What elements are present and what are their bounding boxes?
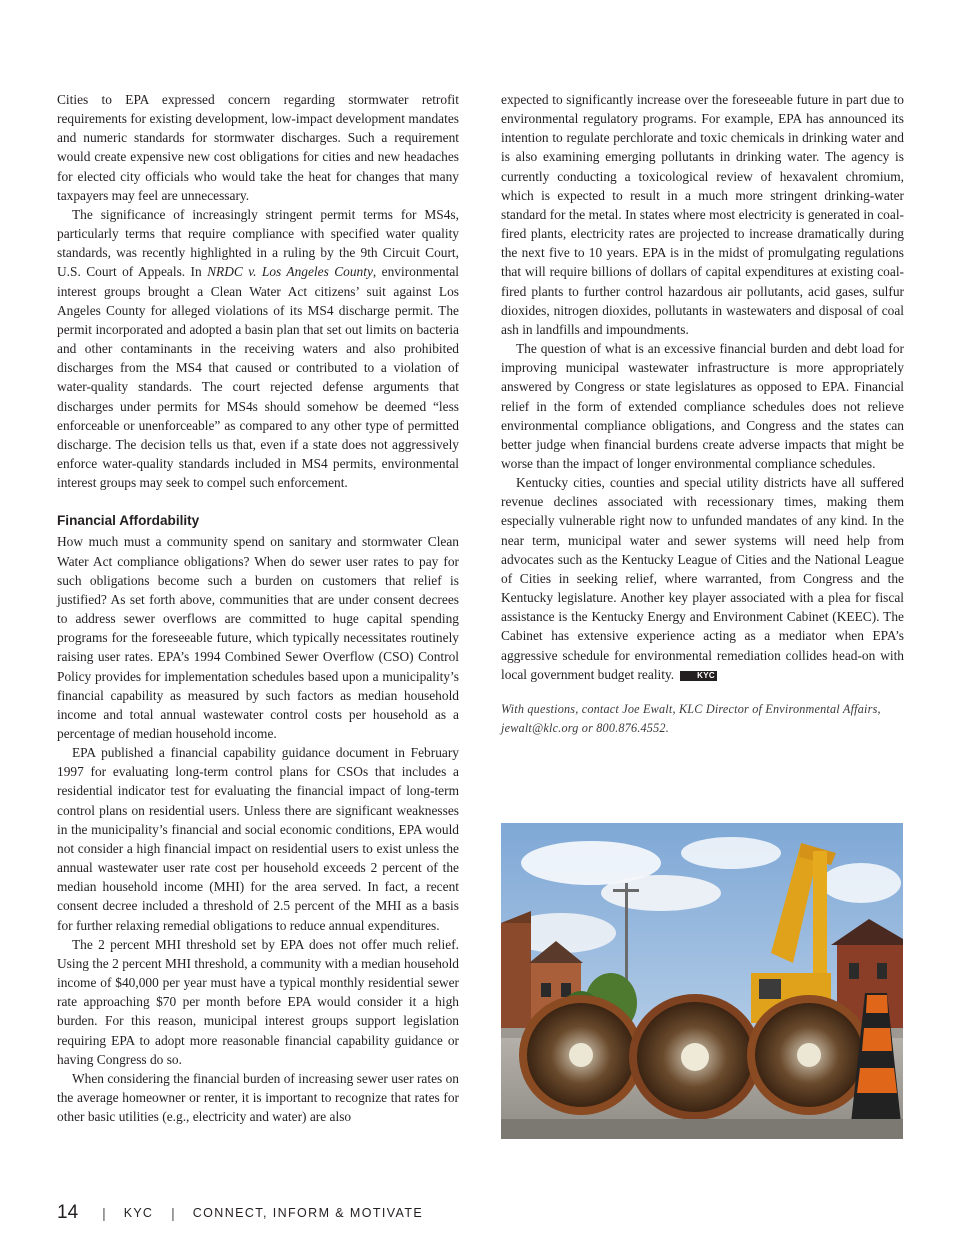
section-heading: Financial Affordability — [57, 513, 200, 529]
construction-pipes-photo — [501, 823, 903, 1139]
end-mark-logo: KYC — [680, 671, 717, 681]
paragraph: expected to significantly increase over the foreseeable future in part due to environmental regulatory programs. For example, EPA has announced its intention to regulate perchlorate and toxic chemicals in drinking water and is also examining emerging pollutants in drinking water. The agency is currently conducting a toxicological review of hexavalent chromium, which is expected to result in a much more stringent drinking-water standard for the metal. In states where most electricity is generated in coal-fired plants, electricity rates are projected to increase dramatically during the next five to 10 years. EPA is in the midst of promulgating regulations that will require billions of dollars of capital expenditures at existing coal-fired plants to further control hazardous air pollutants, acid gases, sulfur dioxides, nitrogen dioxides, pollutants in wastewaters and disposal of coal ash in landfills and impoundments. — [501, 92, 904, 337]
footer-separator: | — [102, 1205, 106, 1221]
paragraph — [501, 473, 904, 684]
right-text-column — [501, 90, 904, 738]
page-number: 14 — [57, 1202, 79, 1223]
contact-note: With questions, contact Joe Ewalt, KLC Director of Environmental Affairs, jewalt@klc.org or 800.876.4552. — [501, 701, 881, 735]
paragraph-text: , environmental interest groups brought a Clean Water Act citizens’ suit against Los Angeles County for alleged violations of its MS4 discharge permit. The permit incorporated and adopted a basin plan that set out limits on bacteria and other contaminants in the receiving waters and also prohibited discharges from the MS4 that caused or contributed to a violation of water-quality standards. The court rejected defense arguments that discharges under permits for MS4s should somehow be deemed “less enforceable or unenforceable” as compared to any other type of permitted discharge. The decision tells us that, even if a state does not aggressively enforce water-quality standards included in MS4 permits, environmental interest groups may seek to compel such enforcement. — [57, 264, 459, 491]
paragraph: When considering the financial burden of increasing sewer user rates on the average homeowner or renter, it is important to recognize that rates for other basic utilities (e.g., electricity and water) are also — [57, 1070, 459, 1125]
paragraph: Cities to EPA expressed concern regarding stormwater retrofit requirements for existing development, low-impact development mandates and numeric standards for stormwater discharges. Such a requirement would create expensive new cost obligations for cities and new headaches for elected city officials who would take the heat for changes that many taxpayers may feel are unnecessary. — [57, 92, 459, 203]
magazine-name: KYC — [123, 1206, 154, 1220]
paragraph-text: The significance of increasingly stringent permit terms for MS4s, particularly terms that require compliance with specified water quality standards, was recently highlighted in a ruling by the 9th Circuit Court, U.S. Court of Appeals. In — [57, 206, 459, 280]
case-name: NRDC v. Los Angeles County — [207, 264, 373, 280]
paragraph: EPA published a financial capability guidance document in February 1997 for evaluating long-term control plans for CSOs that includes a residential indicator test for evaluating the financial impact of long-term control plans on residential users. Unless there are significant weaknesses in the municipality’s financial and social economic conditions, EPA would not consider a high financial impact on residential users to exist unless the annual wastewater user rate cost per household exceeds 2 percent of the median household income (MHI) for the area served. In fact, a recent consent decree included a threshold of 2.5 percent of the MHI as a basis for further relaxing remedial obligations to reduce annual expenditures. — [57, 745, 459, 933]
page-footer — [57, 1199, 423, 1227]
paragraph: How much must a community spend on sanitary and stormwater Clean Water Act compliance obligations? When do sewer user rates to pay for such obligations become such a burden on customers that relief is justified? As set forth above, communities that are under consent decrees to address sewer overflows are committed to huge capital spending programs for the foreseeable future, which typically necessitates routinely raising user rates. EPA’s 1994 Combined Sewer Overflow (CSO) Control Policy provides for implementation schedules based upon a municipality’s financial capability as measured by such factors as median household income and total annual wastewater control costs per household as a percentage of median household income. — [57, 534, 459, 741]
paragraph: The question of what is an excessive financial burden and debt load for improving municipal wastewater infrastructure is more appropriately answered by Congress or state legislatures as opposed to EPA. Financial relief in the form of extended compliance schedules does not relieve environmental compliance obligations, and Congress and the states can better judge when financial burdens create adverse impacts that might be worse than the impact of longer environmental compliance schedules. — [501, 341, 904, 471]
paragraph — [57, 205, 459, 492]
footer-separator: | — [171, 1205, 175, 1221]
paragraph-text: Kentucky cities, counties and special utility districts have all suffered revenue declines associated with recessionary times, making them especially vulnerable right now to unfunded mandates of any kind. In the near term, municipal water and sewer systems will need help from advocates such as the Kentucky League of Cities and the National League of Cities in seeking relief, where warranted, from Congress and the Kentucky legislature. Another key player associated with a plea for fiscal assistance is the Kentucky Energy and Environment Cabinet (KEEC). The Cabinet has extensive experience acting as a mediator when EPA’s aggressive schedule for environmental remediation collides head-on with local government budget reality. — [501, 475, 904, 682]
tagline: CONNECT, INFORM & MOTIVATE — [192, 1206, 424, 1220]
paragraph: The 2 percent MHI threshold set by EPA does not offer much relief. Using the 2 percent MHI threshold, a community with a median household income of $40,000 per year must have a typical monthly residential sewer rate approaching $70 per month before EPA would consider it a high burden. For this reason, municipal interest groups support legislation requiring EPA to adopt more reasonable financial capability guidance or having Congress do so. — [57, 936, 459, 1067]
left-text-column — [57, 90, 459, 1126]
